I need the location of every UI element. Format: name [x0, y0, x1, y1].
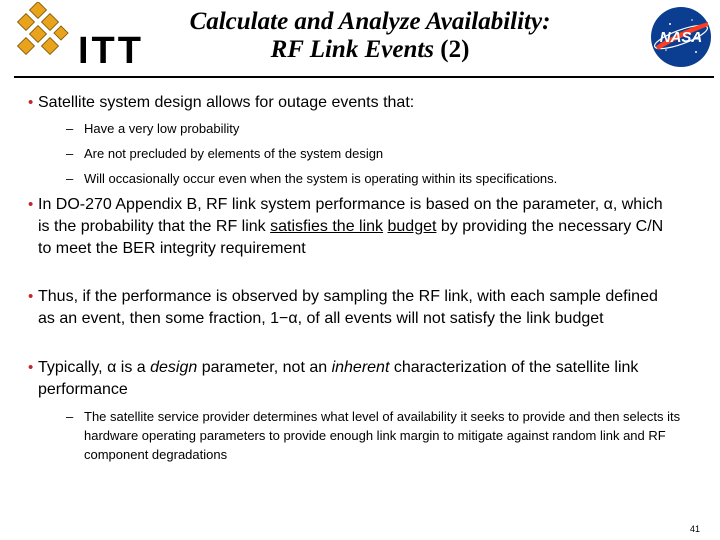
bullet-2	[28, 194, 678, 260]
bullet-3-text-a: Thus, if the performance is observed by sampling the RF link, with each sample defined as an event, then some fraction,	[38, 288, 658, 327]
itt-logo-text: ITT	[78, 30, 144, 72]
alpha-symbol: α	[603, 196, 613, 213]
dash-marker: –	[66, 171, 74, 186]
nasa-meatball-icon	[648, 4, 714, 70]
itt-diamond-icon	[14, 2, 78, 62]
slide-title	[180, 8, 560, 64]
bullet-dot: •	[28, 359, 34, 376]
bullet-2-underlined-b: budget	[387, 218, 437, 235]
bullet-4-text-b: is a	[116, 359, 151, 376]
bullet-dot: •	[28, 196, 34, 213]
slide-header	[0, 0, 720, 76]
bullet-4-text-d: characterization of the satellite link performance	[38, 359, 639, 398]
bullet-2-text-c: by providing the necessary C/N to meet the BER integrity requirement	[38, 218, 664, 257]
bullet-2-text-b: , which is the probability that the RF link	[38, 196, 663, 235]
bullet-4-inherent: inherent	[331, 359, 390, 376]
title-line-2-main: RF Link Events	[270, 36, 441, 63]
sub-bullet-1-2	[66, 144, 684, 163]
bullet-dot: •	[28, 288, 34, 305]
nasa-logo-text: NASA	[659, 29, 703, 46]
sub-bullet-1-3	[66, 169, 684, 188]
nasa-logo	[648, 4, 714, 70]
dash-marker: –	[66, 121, 74, 136]
sub-bullet-1-1-text: Have a very low probability	[84, 121, 240, 136]
bullet-3-text-b: , of all events will not satisfy the link budget	[297, 310, 604, 327]
title-line-1: Calculate and Analyze Availability:	[189, 8, 551, 35]
bullet-4-design: design	[150, 359, 198, 376]
sub-bullet-1-2-text: Are not precluded by elements of the system design	[84, 146, 384, 161]
sub-bullet-4-1-text: The satellite service provider determines what level of availability it seeks to provide and then selects its hardware operating parameters to provide enough link margin to mitigate against random link and RF component degradations	[84, 409, 681, 462]
bullet-dot: •	[28, 94, 34, 111]
bullet-1	[28, 92, 678, 114]
bullet-1-text: Satellite system design allows for outage events that:	[38, 94, 415, 111]
title-line-2	[180, 36, 560, 64]
sub-bullet-1-1	[66, 119, 684, 138]
fraction-symbol: 1−α	[270, 310, 298, 327]
dash-marker: –	[66, 146, 74, 161]
bullet-2-text-a: In DO-270 Appendix B, RF link system performance is based on the parameter,	[38, 196, 604, 213]
title-line-2-paren: (2)	[440, 36, 470, 63]
bullet-4-text-c: parameter, not an	[197, 359, 332, 376]
bullet-4-text-a: Typically,	[38, 359, 108, 376]
sub-bullet-1-3-text: Will occasionally occur even when the system is operating within its specifications.	[84, 171, 558, 186]
itt-logo	[14, 2, 164, 72]
dash-marker: –	[66, 409, 74, 424]
page-number: 41	[690, 524, 701, 534]
bullet-2-underlined-a: satisfies the link	[270, 218, 384, 235]
header-divider	[14, 76, 714, 78]
alpha-symbol: α	[107, 359, 117, 376]
sub-bullet-4-1	[66, 407, 684, 464]
bullet-4	[28, 357, 678, 401]
bullet-3	[28, 286, 678, 330]
